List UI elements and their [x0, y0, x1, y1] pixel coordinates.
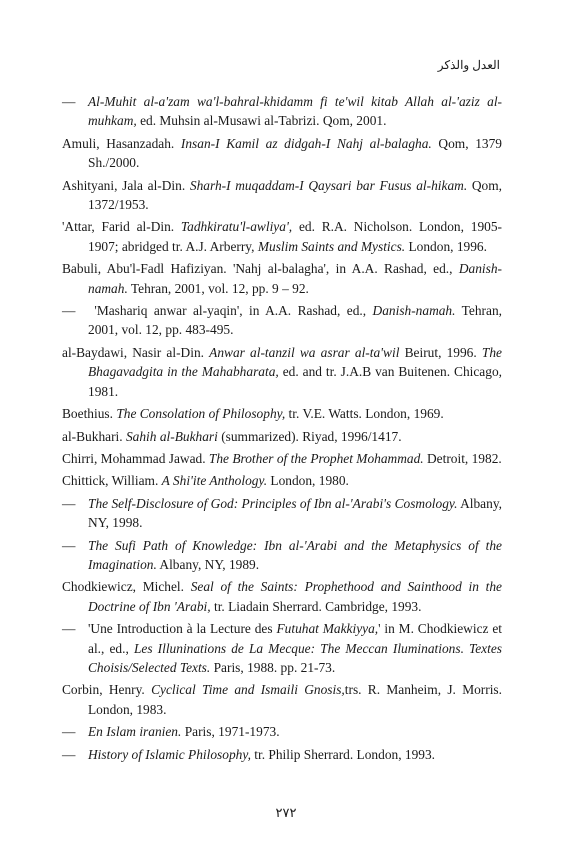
entry-title: Cyclical Time and Ismaili Gnosis, [151, 682, 345, 698]
entry-text: London, 1980. [267, 473, 349, 489]
running-header: العدل والذكر [437, 58, 500, 72]
entry-title: Sharh-I muqaddam-I Qaysari bar Fusus al-hikam. [189, 177, 468, 193]
entry-text: tr. V.E. Watts. London, 1969. [285, 406, 444, 422]
entry-text: trs. R. Manheim, J. Morris. London, 1983. [88, 682, 502, 717]
bibliography-entry [62, 494, 502, 533]
bibliography-entry [62, 577, 502, 616]
entry-title: The Bhagavadgita in the Mahabharata, [88, 344, 502, 380]
entry-text: Chirri, Mohammad Jawad. [62, 450, 209, 466]
entry-title: The Sufi Path of Knowledge: Ibn al-'Arabi and the Metaphysics of the Imagination. [88, 537, 502, 572]
entry-text: al-Baydawi, Nasir al-Din. [62, 344, 210, 360]
entry-text: al-Bukhari. [62, 428, 126, 444]
bibliography-entry [62, 722, 502, 741]
bibliography-entry [62, 680, 502, 719]
bibliography-entry [62, 619, 502, 677]
bibliography-entry [62, 745, 502, 764]
entry-text: ed. R.A. Nicholson. London, 1905-1907; abridged tr. A.J. Arberry, [88, 219, 502, 254]
bibliography-entry [62, 343, 502, 401]
entry-text: Detroit, 1982. [423, 450, 502, 466]
entry-title: Seal of the Saints: Prophethood and Sainthood in the Doctrine of Ibn 'Arabi, [88, 579, 502, 614]
entry-text: Babuli, Abu'l-Fadl Hafiziyan. 'Nahj al-balagha', in A.A. Rashad, ed., [62, 261, 459, 277]
bibliography-entry [62, 92, 502, 131]
entry-text: Qom, 1379 Sh./2000. [88, 135, 502, 171]
entry-text: Qom, 1372/1953. [88, 177, 502, 213]
entry-text: Amuli, Hasanzadah. [62, 135, 181, 151]
entry-title: A Shi'ite Anthology. [161, 473, 268, 489]
entry-text: Chittick, William. [62, 473, 162, 489]
entry-title: Futuhat Makkiyya, [276, 621, 379, 637]
entry-title: Sahih al-Bukhari [125, 428, 218, 444]
entry-text: tr. Liadain Sherrard. Cambridge, 1993. [210, 598, 422, 614]
entry-text: (summarized). Riyad, 1996/1417. [217, 428, 402, 444]
entry-text: Chodkiewicz, Michel. [62, 579, 191, 595]
entry-text: Albany, NY, 1989. [156, 556, 260, 572]
entry-title: The Consolation of Philosophy, [116, 406, 286, 422]
repeat-author-dash: — [62, 746, 76, 762]
entry-title: The Self-Disclosure of God: Principles of Ibn al-'Arabi's Cosmology. [88, 495, 458, 511]
entry-title: Muslim Saints and Mystics. [257, 238, 406, 254]
repeat-author-dash: — [62, 303, 76, 319]
bibliography-entry [62, 471, 502, 490]
bibliography-entry [62, 536, 502, 575]
repeat-author-dash: — [62, 94, 76, 109]
bibliography-entry [62, 301, 502, 340]
page-number: ٢٧٢ [275, 805, 297, 820]
entry-title: Anwar al-tanzil wa asrar al-ta'wil [209, 344, 400, 360]
entry-text: London, 1996. [405, 238, 487, 254]
bibliography-list [62, 92, 502, 767]
repeat-author-dash: — [62, 724, 76, 740]
entry-text: 'Une Introduction à la Lecture des [88, 621, 277, 637]
repeat-author-dash: — [62, 621, 76, 637]
entry-title: Insan-I Kamil az didgah-I Nahj al-balagha. [180, 135, 432, 151]
bibliography-entry [62, 427, 502, 446]
entry-text: Paris, 1971-1973. [181, 724, 280, 740]
bibliography-entry [62, 217, 502, 256]
bibliography-entry [62, 134, 502, 173]
entry-title: The Brother of the Prophet Mohammad. [208, 450, 424, 466]
repeat-author-dash: — [62, 537, 76, 553]
entry-text: 'Mashariq anwar al-yaqin', in A.A. Rashad, ed., [88, 303, 373, 319]
entry-text: tr. Philip Sherrard. London, 1993. [250, 746, 436, 762]
entry-text: ed. and tr. J.A.B van Buitenen. Chicago, 1981. [88, 364, 502, 399]
entry-text: ed. Muhsin al-Musawi al-Tabrizi. Qom, 2001. [136, 113, 387, 129]
entry-text: ' in M. Chodkiewicz et al., ed., [88, 621, 502, 656]
entry-title: En Islam iranien. [88, 724, 182, 740]
entry-text: Albany, NY, 1998. [88, 495, 502, 531]
entry-text: Paris, 1988. pp. 21-73. [210, 659, 336, 675]
entry-title: Danish-namah. [372, 303, 456, 319]
bibliography-entry [62, 449, 502, 468]
entry-title: Danish-namah. [88, 261, 502, 296]
entry-title: Tadhkiratu'l-awliya', [180, 219, 293, 235]
entry-text: 'Attar, Farid al-Din. [62, 219, 181, 235]
entry-title: Les Illuninations de La Mecque: The Meccan Iluminations. Textes Choisis/Selected Texts. [88, 640, 503, 675]
repeat-author-dash: — [62, 495, 76, 511]
entry-text: Beirut, 1996. [399, 344, 482, 360]
bibliography-entry [62, 404, 502, 423]
bibliography-entry [62, 176, 502, 215]
bibliography-entry [62, 259, 502, 298]
entry-text: Corbin, Henry. [62, 682, 152, 698]
entry-text: Tehran, 2001, vol. 12, pp. 483-495. [88, 303, 502, 338]
entry-text: Tehran, 2001, vol. 12, pp. 9 – 92. [127, 280, 309, 296]
entry-text: Boethius. [62, 406, 117, 422]
entry-text: Ashityani, Jala al-Din. [62, 177, 190, 193]
entry-title: Al-Muhit al-a'zam wa'l-bahral-khidamm fi te'wil kitab Allah al-'aziz al-muhkam, [88, 94, 502, 129]
entry-title: History of Islamic Philosophy, [88, 746, 251, 762]
